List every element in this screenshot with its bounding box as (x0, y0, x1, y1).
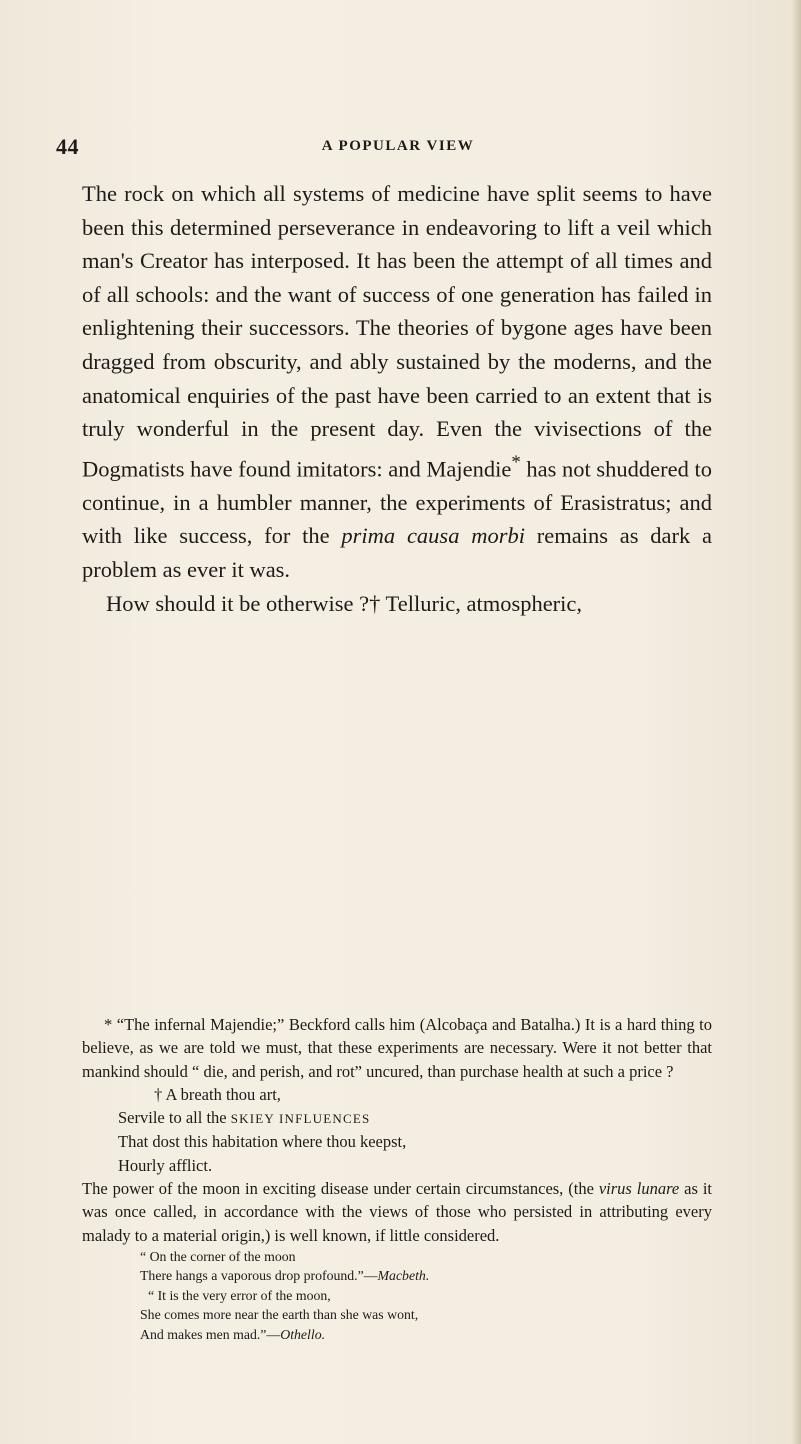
footnote-2-italic: virus lunare (598, 1179, 680, 1199)
main-text (82, 177, 712, 620)
paragraph-1-text-c: remains as dark a problem as ever it was. (82, 523, 712, 583)
verse-line-2-smallcaps: SKIEY INFLUENCES (230, 1111, 371, 1127)
paragraph-2 (82, 587, 712, 621)
quote-1-source: Macbeth. (377, 1268, 430, 1284)
footnote-marker-asterisk: * (511, 451, 521, 473)
verse-line-2 (118, 1106, 712, 1130)
paragraph-1 (82, 177, 712, 587)
verse-line-3: That dost this habitation where thou keepst, (118, 1132, 407, 1152)
page-header (56, 134, 740, 162)
paragraph-1-text-a: The rock on which all systems of medicine have split seems to have been this determined perseverance in endeavoring to lift a veil which man's Creator has interposed. It has been the attempt of all times and of all schools: and the want of success of one generation has failed in enlightening their successors. The theories of bygone ages have been dragged from obscurity, and ably sustained by the moderns, and the anatomical enquiries of the past have been carried to an extent that is truly wonderful in the present day. Even the vivisections of the Dogmatists have found imitators: and Majendie (82, 181, 712, 482)
quotations (82, 1247, 712, 1345)
quote-2-line-3-text: And makes men mad.”— (140, 1326, 281, 1342)
footnote-2-text-a: The power of the moon in exciting disease under certain circumstances, (the (82, 1179, 599, 1199)
verse-line-1: † A breath thou art, (154, 1084, 281, 1104)
quote-1-line-2-text: There hangs a vaporous drop profound.”— (140, 1268, 378, 1284)
paragraph-1-text-b: has not shuddered to continue, in a humbler manner, the experiments of Erasistratus; and with like success, for the (82, 456, 713, 549)
verse-line-2-text: Servile to all the (118, 1108, 231, 1128)
quote-1-line-1: “ On the corner of the moon (140, 1248, 296, 1264)
page-edge-shadow (791, 0, 801, 1444)
footnote-verse (82, 1083, 712, 1177)
footnote-2 (82, 1177, 712, 1247)
paragraph-2-text-a: How should it be otherwise ? (106, 590, 370, 616)
running-head: A POPULAR VIEW (321, 138, 475, 154)
quote-1-line-2 (140, 1266, 712, 1286)
quote-2-line-3 (140, 1325, 712, 1345)
quote-2-line-2: She comes more near the earth than she was wont, (140, 1307, 419, 1323)
quote-2-line-1: “ It is the very error of the moon, (148, 1287, 331, 1303)
footnote-2-text-b: as it was once called, in accordance with the views of those who persisted in attributing every malady to a material origin,) is well known, if little considered. (82, 1179, 713, 1245)
paragraph-2-text-b: Telluric, atmospheric, (380, 590, 583, 616)
footnote-marker-dagger: † (369, 590, 381, 616)
footnote-1: * “The infernal Majendie;” Beckford calls him (Alcobaça and Batalha.) It is a hard thing to believe, as we are told we must, that these experiments are necessary. Were it not better that mankind should “ die, and perish, and rot” uncured, than purchase health at such a price ? (82, 1015, 712, 1081)
quote-2-source: Othello. (280, 1326, 326, 1342)
footnotes (82, 1013, 712, 1344)
page-number: 44 (56, 134, 79, 159)
verse-line-4: Hourly afflict. (118, 1155, 213, 1175)
paragraph-1-italic: prima causa morbi (341, 523, 525, 549)
